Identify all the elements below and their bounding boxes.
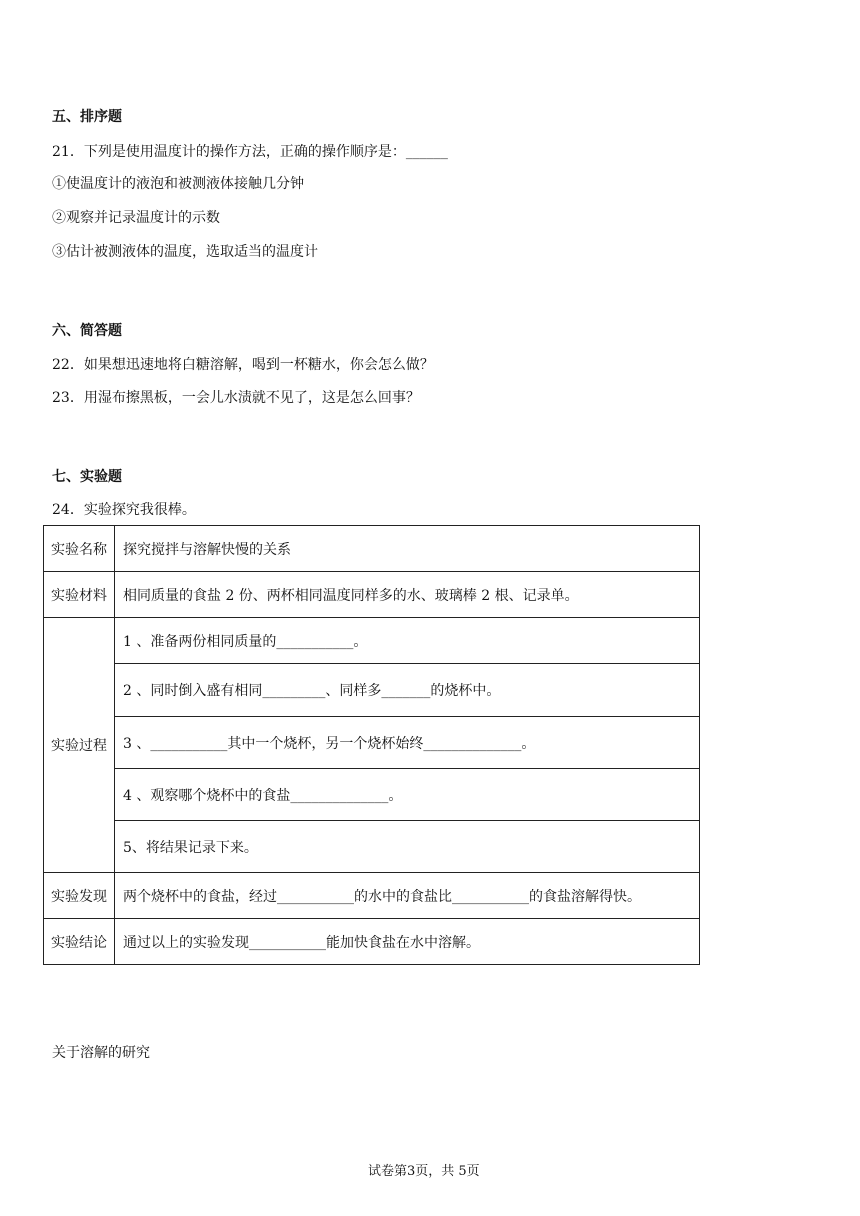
table-row-process-2 — [44, 664, 700, 717]
question-24: 24．实验探究我很棒。 — [52, 502, 196, 518]
table-row-name — [44, 526, 700, 572]
question-21-step-1: ①使温度计的液泡和被测液体接触几分钟 — [52, 176, 304, 192]
experiment-process-step-2: 2 、同时倒入盛有相同_________、同样多_______的烧杯中。 — [115, 664, 700, 717]
table-row-conclusion — [44, 919, 700, 965]
table-row-materials — [44, 572, 700, 618]
experiment-process-step-3: 3 、___________其中一个烧杯，另一个烧杯始终______________。 — [115, 717, 700, 769]
section-8-heading: 关于溶解的研究 — [52, 1045, 150, 1061]
experiment-finding-value: 两个烧杯中的食盐，经过___________的水中的食盐比___________的食盐溶解得快。 — [115, 873, 700, 919]
question-21-step-3: ③估计被测液体的温度，选取适当的温度计 — [52, 244, 318, 260]
experiment-name-label: 实验名称 — [44, 526, 115, 572]
experiment-conclusion-label: 实验结论 — [44, 919, 115, 965]
experiment-process-label: 实验过程 — [44, 618, 115, 873]
table-row-finding — [44, 873, 700, 919]
page-footer: 试卷第3页，共 5页 — [368, 1164, 480, 1179]
experiment-materials-label: 实验材料 — [44, 572, 115, 618]
table-row-process-1 — [44, 618, 700, 664]
question-21: 21．下列是使用温度计的操作方法，正确的操作顺序是：______ — [52, 144, 448, 160]
section-7-heading: 七、实验题 — [52, 469, 122, 485]
experiment-materials-value: 相同质量的食盐 2 份、两杯相同温度同样多的水、玻璃棒 2 根、记录单。 — [115, 572, 700, 618]
question-21-step-2: ②观察并记录温度计的示数 — [52, 210, 220, 226]
question-22: 22．如果想迅速地将白糖溶解，喝到一杯糖水，你会怎么做？ — [52, 357, 434, 373]
table-row-process-3 — [44, 717, 700, 769]
experiment-name-value: 探究搅拌与溶解快慢的关系 — [115, 526, 700, 572]
experiment-process-step-1: 1 、准备两份相同质量的___________。 — [115, 618, 700, 664]
table-row-process-5 — [44, 821, 700, 873]
section-6-heading: 六、简答题 — [52, 323, 122, 339]
experiment-process-step-5: 5、将结果记录下来。 — [115, 821, 700, 873]
experiment-finding-label: 实验发现 — [44, 873, 115, 919]
table-row-process-4 — [44, 769, 700, 821]
question-23: 23．用湿布擦黑板，一会儿水渍就不见了，这是怎么回事？ — [52, 390, 420, 406]
experiment-process-step-4: 4 、观察哪个烧杯中的食盐______________。 — [115, 769, 700, 821]
section-5-heading: 五、排序题 — [52, 109, 122, 125]
experiment-table — [43, 525, 700, 965]
experiment-conclusion-value: 通过以上的实验发现___________能加快食盐在水中溶解。 — [115, 919, 700, 965]
